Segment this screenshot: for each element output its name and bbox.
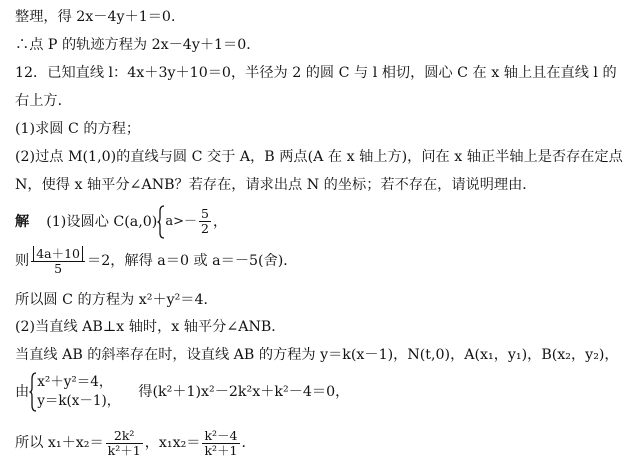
- question-1: (1)求圆 C 的方程；: [15, 121, 141, 137]
- condition-lhs: a>－: [165, 214, 197, 229]
- step1-end: ，: [212, 214, 228, 230]
- step7-prefix: 所以 x₁＋x₂＝: [15, 435, 104, 451]
- step2-prefix: 则: [15, 253, 30, 269]
- sum-denominator: k²＋1: [107, 442, 141, 458]
- product-fraction: [202, 429, 239, 458]
- left-brace-icon: [157, 205, 165, 239]
- step7-end: ．: [241, 435, 256, 451]
- abs-value: 4a＋10: [33, 246, 83, 261]
- prev-line-2: ∴点 P 的轨迹方程为 2x－4y＋1＝0．: [15, 37, 261, 53]
- system-eq-1: x²＋y²＝4，: [37, 374, 113, 390]
- system-brace: [29, 372, 120, 412]
- prev-line-1: 整理，得 2x－4y＋1＝0．: [15, 9, 186, 25]
- condition-numerator: 5: [200, 206, 209, 221]
- step6-prefix: 由: [15, 384, 30, 400]
- condition-text: [165, 207, 213, 237]
- product-numerator: k²－4: [204, 427, 238, 443]
- solution-step-3: 所以圆 C 的方程为 x²＋y²＝4．: [15, 292, 218, 308]
- distance-numerator: [31, 247, 85, 262]
- distance-denominator: 5: [54, 260, 63, 276]
- problem-number: 12．: [15, 65, 48, 81]
- step6-result: 得(k²＋1)x²－2k²x＋k²－4＝0，: [138, 384, 350, 400]
- system-brace-icon: [29, 372, 37, 412]
- solution-step-4: (2)当直线 AB⊥x 轴时，x 轴平分∠ANB．: [15, 319, 286, 335]
- solution-step-2: [15, 246, 298, 276]
- system-eq-2: y＝k(x－1)，: [37, 393, 121, 409]
- problem-stem-b: 右上方．: [15, 93, 72, 109]
- step1-prefix: (1)设圆心 C(a,0): [46, 214, 158, 230]
- condition-denominator: 2: [200, 221, 209, 236]
- solution-step-1: [15, 205, 227, 239]
- condition-fraction: [199, 207, 211, 236]
- sum-fraction: [106, 429, 143, 458]
- solution-step-6: [15, 372, 349, 412]
- step2-result: ＝2，解得 a＝0 或 a＝－5(舍)．: [87, 253, 298, 269]
- question-2-a: (2)过点 M(1,0)的直线与圆 C 交于 A，B 两点(A 在 x 轴上方)，问在 x 轴正半轴上是否存在定点: [15, 149, 623, 165]
- solution-head: 解: [15, 214, 30, 230]
- product-denominator: k²＋1: [204, 442, 238, 458]
- question-2-b: N，使得 x 轴平分∠ANB？若存在，请求出点 N 的坐标；若不存在，请说明理由．: [15, 177, 537, 193]
- solution-step-7: [15, 426, 256, 460]
- problem-stem-text: 已知直线 l：4x＋3y＋10＝0，半径为 2 的圆 C 与 l 相切，圆心 C 在 x 轴上且在直线 l 的: [47, 65, 617, 81]
- distance-fraction: [31, 247, 85, 276]
- system-equations: [37, 373, 120, 411]
- problem-stem-a: [15, 64, 617, 82]
- step7-mid: ，x₁x₂＝: [144, 435, 201, 451]
- solution-step-5: 当直线 AB 的斜率存在时，设直线 AB 的方程为 y＝k(x－1)，N(t,0)，A(x₁，y₁)，B(x₂，y₂)，: [15, 347, 619, 363]
- sum-numerator: 2k²: [106, 429, 143, 444]
- condition-brace: [157, 205, 213, 239]
